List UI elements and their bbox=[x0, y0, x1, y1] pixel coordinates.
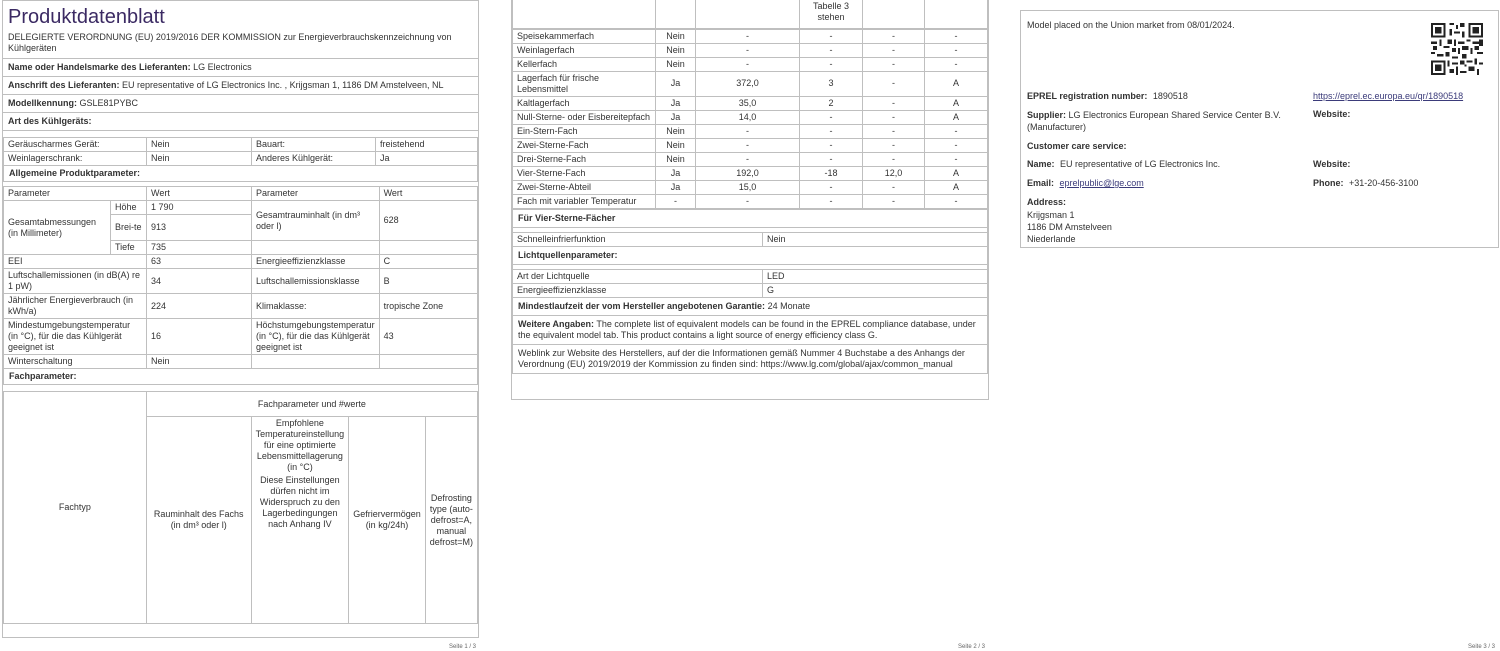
table-row bbox=[4, 269, 478, 294]
compartment-value: - bbox=[863, 57, 925, 71]
compartment-value: A bbox=[925, 96, 988, 110]
website-label: Website: bbox=[1313, 109, 1351, 119]
light-class-value: G bbox=[763, 283, 988, 297]
model-row bbox=[3, 95, 478, 113]
light-heading: Lichtquellenparameter: bbox=[513, 246, 988, 264]
compartment-value: 372,0 bbox=[696, 71, 800, 96]
page-number: Seite 2 / 3 bbox=[958, 644, 986, 650]
compartment-value: - bbox=[863, 180, 925, 194]
name-value: EU representative of LG Electronics Inc. bbox=[1060, 159, 1221, 169]
compartment-value: 14,0 bbox=[696, 110, 800, 124]
compartment-name: Null-Sterne- oder Eisbereitерfach bbox=[513, 110, 656, 124]
eprel-row bbox=[1027, 91, 1188, 101]
address-line: Krijgsman 1 bbox=[1027, 210, 1075, 220]
dim-value: 735 bbox=[147, 241, 252, 255]
param-name: Winterschaltung bbox=[4, 355, 147, 369]
eprel-label: EPREL registration number: bbox=[1027, 91, 1148, 101]
table-row bbox=[513, 0, 988, 28]
table-row bbox=[513, 43, 988, 57]
temp-setting-note: Diese Einstellungen dürfen nicht im Widerspruch zu den Lagerbedingungen nach Anhang IV bbox=[259, 475, 340, 530]
address-block bbox=[1027, 209, 1112, 245]
compartment-value: - bbox=[863, 194, 925, 208]
eprel-link[interactable]: https://eprel.ec.europa.eu/qr/1890518 bbox=[1313, 91, 1464, 101]
compartment-value: 35,0 bbox=[696, 96, 800, 110]
compartment-value: - bbox=[925, 57, 988, 71]
compartment-header-table bbox=[3, 391, 478, 624]
volume-value: 628 bbox=[379, 201, 477, 241]
param-name bbox=[252, 355, 380, 369]
param-name: Höchstumgebungstemperatur (in °C), für die das Kühlgerät geeignet ist bbox=[252, 319, 380, 355]
comp-col-header: Fachtyp bbox=[4, 392, 147, 624]
compartment-value: - bbox=[925, 124, 988, 138]
table-row bbox=[513, 110, 988, 124]
compartment-value: A bbox=[925, 180, 988, 194]
dim-name: Höhe bbox=[111, 201, 147, 215]
param-name: Mindestumgebungstemperatur (in °C), für die das Kühlgerät geeignet ist bbox=[4, 319, 147, 355]
page-2 bbox=[511, 0, 989, 400]
param-name: EEI bbox=[4, 255, 147, 269]
model-label: Modellkennung: bbox=[8, 98, 77, 108]
param-value: 16 bbox=[147, 319, 252, 355]
table-row bbox=[513, 180, 988, 194]
table-row bbox=[513, 246, 988, 264]
compartment-value: - bbox=[696, 29, 800, 43]
compartment-value: - bbox=[696, 124, 800, 138]
light-type-value: LED bbox=[763, 269, 988, 283]
type-cell: Nein bbox=[147, 138, 252, 152]
param-value: 34 bbox=[147, 269, 252, 294]
supplier-row bbox=[3, 59, 478, 77]
supplier-block bbox=[1027, 109, 1303, 133]
comp-col-header: Gefriervermögen (in kg/24h) bbox=[349, 417, 426, 624]
guarantee-value: 24 Monate bbox=[767, 300, 811, 311]
dims-label: Gesamtabmessungen (in Millimeter) bbox=[4, 201, 111, 255]
page-number: Seite 1 / 3 bbox=[449, 644, 477, 650]
fast-freeze-label: Schnelleinfrierfunktion bbox=[513, 232, 763, 246]
compartment-name: Kaltlagerfach bbox=[513, 96, 656, 110]
type-cell: Weinlagerschrank: bbox=[4, 152, 147, 166]
table-row bbox=[4, 369, 478, 385]
page-title: Produktdatenblatt bbox=[8, 6, 165, 28]
table-row bbox=[4, 152, 478, 166]
param-value: 63 bbox=[147, 255, 252, 269]
compartment-value: - bbox=[863, 152, 925, 166]
model-value: GSLE81PYBC bbox=[79, 98, 139, 108]
compartment-value: - bbox=[863, 138, 925, 152]
table-row bbox=[4, 392, 478, 417]
weblink: Weblink zur Website des Herstellers, auf der die Informationen gemäß Nummer 4 Buchstabe a des Anhangs der Verordnung (EU) 2019/2019 der Kommission zu finden sind: https://www.lg.com/global/ajax/common_manual bbox=[513, 344, 988, 373]
compartment-value: 12,0 bbox=[863, 166, 925, 180]
light-type-label: Art der Lichtquelle bbox=[513, 269, 763, 283]
market-date-text: Model placed on the Union market from 08/01/2024. bbox=[1027, 20, 1235, 30]
type-heading-row bbox=[3, 113, 478, 131]
compartment-name: Zwei-Sterne-Fach bbox=[513, 138, 656, 152]
further-value: The complete list of equivalent models can be found in the EPREL compliance database, under the equivalent model tab. This product contains a light source of energy efficiency class G. bbox=[518, 318, 976, 340]
compartment-name: Speisekammerfach bbox=[513, 29, 656, 43]
comp-col-header bbox=[251, 417, 349, 624]
type-cell: freistehend bbox=[376, 138, 478, 152]
top-note: Tabelle 3 stehen bbox=[800, 0, 863, 28]
compartment-value: - bbox=[925, 152, 988, 166]
header-cell: Parameter bbox=[4, 187, 147, 201]
compartment-value: 2 bbox=[800, 96, 863, 110]
temp-setting-header: Empfohlene Temperatureinstellung für eine optimierte Lebensmittellagerung (in °C) bbox=[255, 418, 345, 473]
header-cell: Wert bbox=[147, 187, 252, 201]
param-name: Luftschallemissionen (in dB(A) re 1 pW) bbox=[4, 269, 147, 294]
compartment-value: - bbox=[863, 110, 925, 124]
param-value: 43 bbox=[379, 319, 477, 355]
compartment-value: Ja bbox=[656, 166, 696, 180]
dim-value: 1 790 bbox=[147, 201, 252, 215]
website-label: Website: bbox=[1313, 159, 1351, 169]
compartment-value: A bbox=[925, 71, 988, 96]
compartment-value: Nein bbox=[656, 124, 696, 138]
compartment-value: - bbox=[863, 71, 925, 96]
compartment-value: - bbox=[925, 194, 988, 208]
compartment-name: Zwei-Sterne-Abteil bbox=[513, 180, 656, 194]
compartment-value: - bbox=[696, 194, 800, 208]
compartment-value: Nein bbox=[656, 138, 696, 152]
page-number: Seite 3 / 3 bbox=[1468, 644, 1496, 650]
compartment-value: Ja bbox=[656, 71, 696, 96]
compartment-value: - bbox=[863, 124, 925, 138]
compartment-value: - bbox=[696, 57, 800, 71]
dim-name: Tiefe bbox=[111, 241, 147, 255]
param-name: Luftschallemissionsklasse bbox=[252, 269, 380, 294]
param-value: Nein bbox=[147, 355, 252, 369]
param-value: 224 bbox=[147, 294, 252, 319]
guarantee-row bbox=[513, 297, 988, 315]
compartment-name: Fach mit variabler Temperatur bbox=[513, 194, 656, 208]
comp-col-header: Rauminhalt des Fachs (in dm³ oder l) bbox=[146, 417, 251, 624]
table-row bbox=[4, 319, 478, 355]
header-cell: Wert bbox=[379, 187, 477, 201]
general-table bbox=[3, 186, 478, 385]
address-value: EU representative of LG Electronics Inc. , Krijgsman 1, 1186 DM Amstelveen, NL bbox=[122, 80, 444, 90]
param-name: Energieeffizienzklasse bbox=[252, 255, 380, 269]
compartment-value: -18 bbox=[800, 166, 863, 180]
compartment-name: Vier-Sterne-Fach bbox=[513, 166, 656, 180]
email-link[interactable]: eprelpublic@lge.com bbox=[1059, 178, 1144, 188]
supplier-value: LG Electronics bbox=[193, 62, 252, 72]
dim-name: Brei-te bbox=[111, 215, 147, 241]
table-row bbox=[513, 71, 988, 96]
compartment-value: Nein bbox=[656, 57, 696, 71]
care-phone-row bbox=[1313, 178, 1418, 188]
table-row bbox=[4, 294, 478, 319]
compartment-name: Drei-Sterne-Fach bbox=[513, 152, 656, 166]
address-label: Address: bbox=[1027, 197, 1067, 207]
compartment-value: - bbox=[863, 96, 925, 110]
table-row bbox=[513, 283, 988, 297]
type-cell: Geräuscharmes Gerät: bbox=[4, 138, 147, 152]
param-value: tropische Zone bbox=[379, 294, 477, 319]
type-cell: Bauart: bbox=[252, 138, 376, 152]
supplier-label: Supplier: bbox=[1027, 110, 1067, 120]
compartment-value: - bbox=[800, 43, 863, 57]
address-line: 1186 DM Amstelveen bbox=[1027, 222, 1112, 232]
page-1 bbox=[2, 0, 479, 638]
param-value bbox=[379, 355, 477, 369]
compartment-value: Ja bbox=[656, 110, 696, 124]
name-label: Name: bbox=[1027, 159, 1055, 169]
qr-code-icon bbox=[1431, 23, 1483, 75]
care-email-row bbox=[1027, 178, 1144, 188]
compartment-name: Lagerfach für frische Lebensmittel bbox=[513, 71, 656, 96]
compartment-value: 15,0 bbox=[696, 180, 800, 194]
table-row bbox=[4, 201, 478, 215]
compartment-value: - bbox=[800, 124, 863, 138]
compartment-name: Weinlagerfach bbox=[513, 43, 656, 57]
table-row bbox=[513, 344, 988, 373]
compartment-table bbox=[512, 0, 988, 29]
table-row bbox=[4, 166, 478, 182]
address-line: Niederlande bbox=[1027, 234, 1076, 244]
compartment-name: Ein-Stern-Fach bbox=[513, 124, 656, 138]
compartment-value: - bbox=[800, 194, 863, 208]
type-table bbox=[3, 137, 478, 182]
type-cell: Nein bbox=[147, 152, 252, 166]
page-3 bbox=[1020, 10, 1499, 248]
compartment-value: - bbox=[800, 110, 863, 124]
compartment-value: - bbox=[800, 57, 863, 71]
volume-label: Gesamtrauminhalt (in dm³ oder l) bbox=[252, 201, 380, 241]
table-row bbox=[513, 29, 988, 43]
param-value: C bbox=[379, 255, 477, 269]
supplier-label: Name oder Handelsmarke des Lieferanten: bbox=[8, 62, 191, 72]
table-row bbox=[4, 255, 478, 269]
table-row bbox=[513, 194, 988, 208]
table-row bbox=[513, 152, 988, 166]
table-row bbox=[4, 355, 478, 369]
phone-value: +31-20-456-3100 bbox=[1349, 178, 1419, 188]
type-heading: Art des Kühlgeräts: bbox=[8, 116, 92, 126]
table-row bbox=[513, 297, 988, 315]
param-name: Jährlicher Energieverbrauch (in kWh/a) bbox=[4, 294, 147, 319]
compartment-value: A bbox=[925, 166, 988, 180]
compartment-value: - bbox=[925, 29, 988, 43]
table-row bbox=[513, 124, 988, 138]
supplier-value: LG Electronics European Shared Service Center B.V. (Manufacturer) bbox=[1027, 110, 1281, 132]
compartment-rows bbox=[512, 29, 988, 209]
compartment-value: - bbox=[925, 138, 988, 152]
header-cell: Parameter bbox=[252, 187, 380, 201]
table-row bbox=[513, 96, 988, 110]
type-cell: Anderes Kühlgerät: bbox=[252, 152, 376, 166]
further-info bbox=[513, 315, 988, 344]
compartment-name: Kellerfach bbox=[513, 57, 656, 71]
email-label: Email: bbox=[1027, 178, 1055, 188]
compartment-value: - bbox=[800, 180, 863, 194]
comp-col-header: Defrosting type (auto-defrost=A, manual defrost=M) bbox=[425, 417, 477, 624]
table-row bbox=[513, 232, 988, 246]
compartment-value: - bbox=[863, 43, 925, 57]
compartment-value: - bbox=[863, 29, 925, 43]
table-row bbox=[513, 269, 988, 283]
further-label: Weitere Angaben: bbox=[518, 318, 595, 329]
extra-table bbox=[512, 209, 988, 374]
general-heading: Allgemeine Produktparameter: bbox=[4, 166, 478, 182]
table-row bbox=[513, 57, 988, 71]
address-label: Anschrift des Lieferanten: bbox=[8, 80, 120, 90]
table-row bbox=[4, 187, 478, 201]
compartment-value: - bbox=[800, 152, 863, 166]
comp-heading: Fachparameter: bbox=[4, 369, 478, 385]
compartment-value: Ja bbox=[656, 180, 696, 194]
compartment-value: Ja bbox=[656, 96, 696, 110]
four-star-heading: Für Vier-Sterne-Fächer bbox=[513, 209, 988, 227]
compartment-value: 192,0 bbox=[696, 166, 800, 180]
light-class-label: Energieeffizienzklasse bbox=[513, 283, 763, 297]
compartment-value: - bbox=[925, 43, 988, 57]
compartment-value: A bbox=[925, 110, 988, 124]
eprel-value: 1890518 bbox=[1152, 91, 1188, 101]
compartment-value: Nein bbox=[656, 43, 696, 57]
table-row bbox=[513, 166, 988, 180]
regulation-subtitle: DELEGIERTE VERORDNUNG (EU) 2019/2016 DER KOMMISSION zur Energieverbrauchskennzeichnung von Kühlgeräten bbox=[3, 32, 478, 59]
care-heading: Customer care service: bbox=[1027, 141, 1127, 151]
compartment-value: - bbox=[656, 194, 696, 208]
compartment-value: Nein bbox=[656, 29, 696, 43]
fast-freeze-value: Nein bbox=[763, 232, 988, 246]
type-cell: Ja bbox=[376, 152, 478, 166]
address-row bbox=[3, 77, 478, 95]
table-row bbox=[4, 138, 478, 152]
compartment-value: - bbox=[696, 152, 800, 166]
phone-label: Phone: bbox=[1313, 178, 1344, 188]
table-row bbox=[513, 209, 988, 227]
param-value: B bbox=[379, 269, 477, 294]
compartment-value: Nein bbox=[656, 152, 696, 166]
comp-group-header: Fachparameter und #werte bbox=[146, 392, 477, 417]
care-name-row bbox=[1027, 159, 1220, 169]
compartment-value: - bbox=[800, 29, 863, 43]
dim-value: 913 bbox=[147, 215, 252, 241]
compartment-value: 3 bbox=[800, 71, 863, 96]
compartment-value: - bbox=[800, 138, 863, 152]
param-name: Klimaklasse: bbox=[252, 294, 380, 319]
guarantee-label: Mindestlaufzeit der vom Hersteller angebotenen Garantie: bbox=[518, 300, 766, 311]
table-row bbox=[513, 138, 988, 152]
compartment-value: - bbox=[696, 138, 800, 152]
compartment-value: - bbox=[696, 43, 800, 57]
table-row bbox=[513, 315, 988, 344]
